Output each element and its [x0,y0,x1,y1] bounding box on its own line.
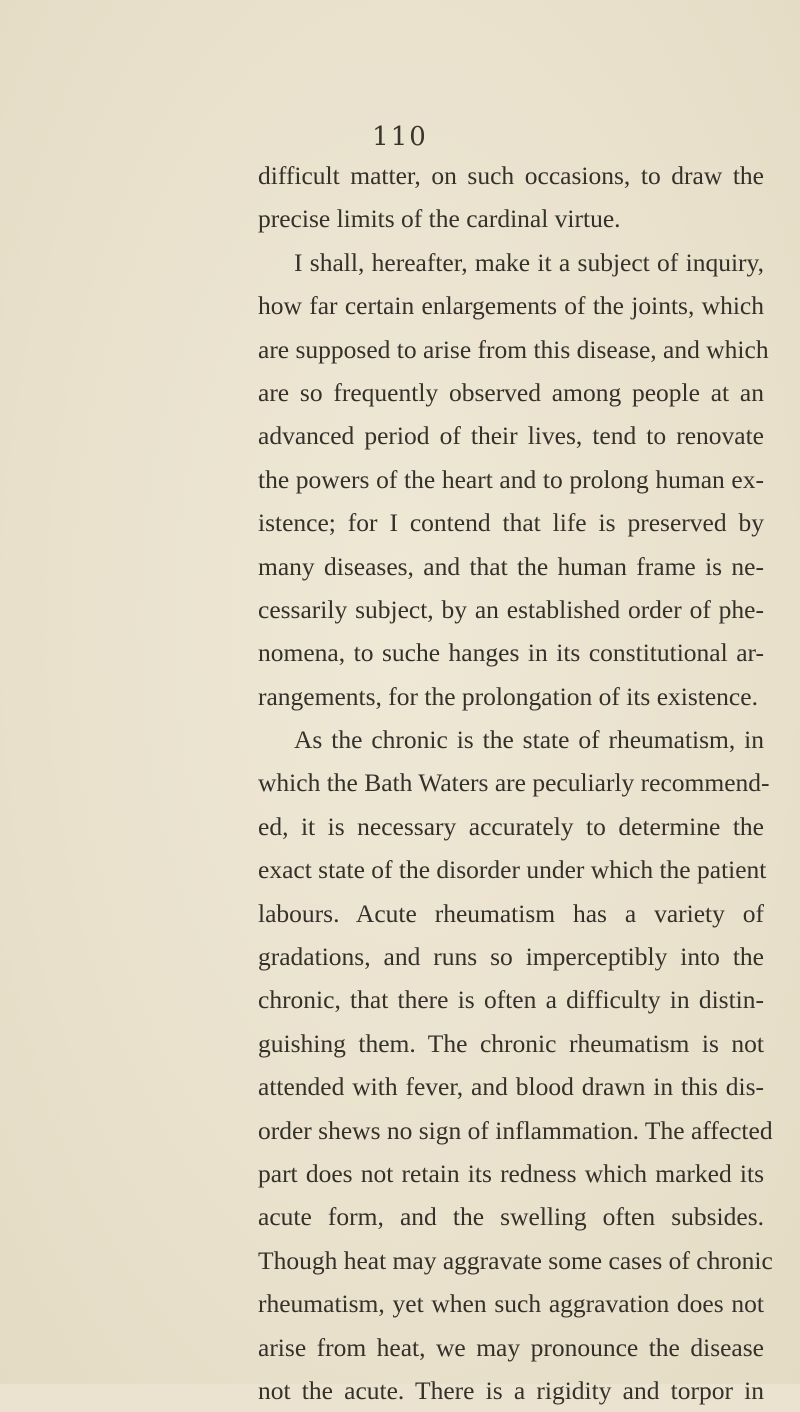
text-line: difficult matter, on such occasions, to draw the [258,161,764,190]
text-line: istence; for I contend that life is preserved by [258,508,764,538]
text-line: rangements, for the prolongation of its existence. [258,681,758,711]
text-line: not the acute. There is a rigidity and torpor in [258,1375,764,1405]
text-line: labours. Acute rheumatism has a variety of [258,898,764,928]
text-line: guishing them. The chronic rheumatism is not [258,1028,764,1058]
text-line: are so frequently observed among people at an [258,377,764,407]
text-line: Though heat may aggravate some cases of chronic [258,1245,773,1275]
text-line: exact state of the disorder under which the patient [258,855,767,885]
text-line: arise from heat, we may pronounce the disease [258,1332,764,1362]
text-line: precise limits of the cardinal virtue. [258,204,621,234]
text-line: acute form, and the swelling often subsides. [258,1202,764,1232]
text-line: order shews no sign of inflammation. The affected [258,1115,773,1145]
text-line: gradations, and runs so imperceptibly into the [258,942,764,972]
text-line: As the chronic is the state of rheumatism, in [294,725,764,755]
text-line: I shall, hereafter, make it a subject of inquiry, [294,247,764,277]
text-line: cessarily subject, by an established order of phe- [258,594,764,624]
text-line: how far certain enlargements of the joints, which [258,291,764,321]
text-line: the powers of the heart and to prolong human ex- [258,464,764,494]
text-line: advanced period of their lives, tend to renovate [258,421,764,451]
text-line: nomena, to suche hanges in its constitutional ar- [258,638,764,668]
text-line: part does not retain its redness which marked its [258,1158,764,1188]
text-line: many diseases, and that the human frame is ne- [258,551,764,581]
page-number: 110 [372,122,428,152]
text-line: which the Bath Waters are peculiarly recommend- [258,768,770,798]
text-line: rheumatism, yet when such aggravation does not [258,1289,764,1319]
body-text [258,154,773,1412]
text-line: are supposed to arise from this disease, and which [258,334,769,364]
text-line: ed, it is necessary accurately to determine the [258,811,764,841]
text-line: attended with fever, and blood drawn in this dis- [258,1072,764,1102]
text-line: chronic, that there is often a difficulty in distin- [258,985,764,1015]
